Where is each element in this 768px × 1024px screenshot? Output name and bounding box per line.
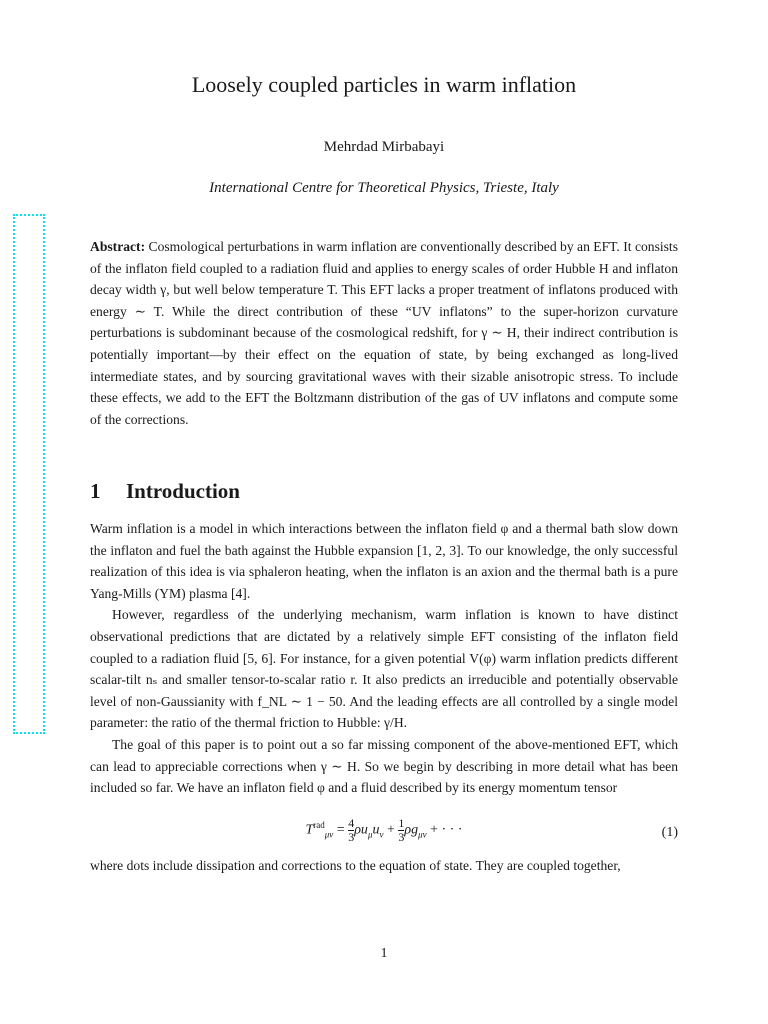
intro-paragraph: Warm inflation is a model in which interactions between the inflaton field φ and a thermal bath slow down the inflaton and fuel the bath against the Hubble expansion [1, 2, 3]. To our knowledge, the only successful realization of this idea is via sphaleron heating, when the inflaton is an axion and the thermal bath is a pure Yang-Mills (YM) plasma [4]. [90, 521, 678, 601]
equation-1 [90, 817, 678, 857]
affiliation: International Centre for Theoretical Physics, Trieste, Italy [209, 180, 559, 196]
intro-paragraph: However, regardless of the underlying mechanism, warm inflation is known to have distinct observational predictions that are dictated by a relatively simple EFT consisting of the inflaton field coupled to a radiation fluid [5, 6]. For instance, for a given potential V(φ) warm inflation predicts different scalar-tilt nₛ and smaller tensor-to-scalar ratio r. It also predicts an irreducible and potentially observable level of non-Gaussianity with f_NL ∼ 1 − 50. And the leading effects are all controlled by a single model parameter: the ratio of the thermal friction to Hubble: γ/H. [90, 607, 678, 731]
section-heading [90, 479, 240, 504]
margin-selection-marker [13, 214, 45, 734]
author-name: Mehrdad Mirbabayi [323, 139, 445, 155]
fraction: $\frac{4}{3}$ [348, 816, 355, 844]
abstract-text: Cosmological perturbations in warm inflation are conventionally described by an EFT. It consists of the inflaton field coupled to a radiation fluid and applies to energy scales of order Hubble H and inflaton decay width γ, but well below temperature T. This EFT lacks a proper treatment of inflatons produced with energy ∼ T. While the direct contribution of these “UV inflatons” to the super-horizon curvature perturbations is subdominant because of the cosmological redshift, for γ ∼ H, their indirect contribution is potentially important—by their effect on the equation of state, by being exchanged as long-lived intermediate states, and by sourcing gravitational waves with their sizable anisotropic stress. To include these effects, we add to the EFT the Boltzmann distribution of the gas of UV inflatons and compute some of the corrections. [90, 239, 678, 427]
post-equation-text: where dots include dissipation and corrections to the equation of state. They are coupled together, [90, 858, 621, 873]
equation-body: $T^{rad}_{\mu\nu} = \frac{4}{3}$ $\rho u_\mu u_\nu + \frac{1}{3}$ $\rho g_{\mu\nu}$ + · · · [305, 816, 463, 844]
abstract-label: Abstract: [90, 239, 146, 254]
section-number: 1 [90, 479, 101, 503]
introduction-body [90, 518, 678, 799]
abstract [90, 236, 678, 430]
equation-number: (1) [661, 825, 678, 840]
fraction: $\frac{1}{3}$ [398, 816, 405, 844]
section-title: Introduction [126, 479, 240, 503]
intro-paragraph: The goal of this paper is to point out a so far missing component of the above-mentioned EFT, which can lead to appreciable corrections when γ ∼ H. So we begin by describing in more detail what has been included so far. We have an inflaton field φ and a fluid described by its energy momentum tensor [90, 736, 678, 796]
page-number: 1 [380, 946, 388, 961]
paper-title: Loosely coupled particles in warm inflation [191, 72, 577, 97]
